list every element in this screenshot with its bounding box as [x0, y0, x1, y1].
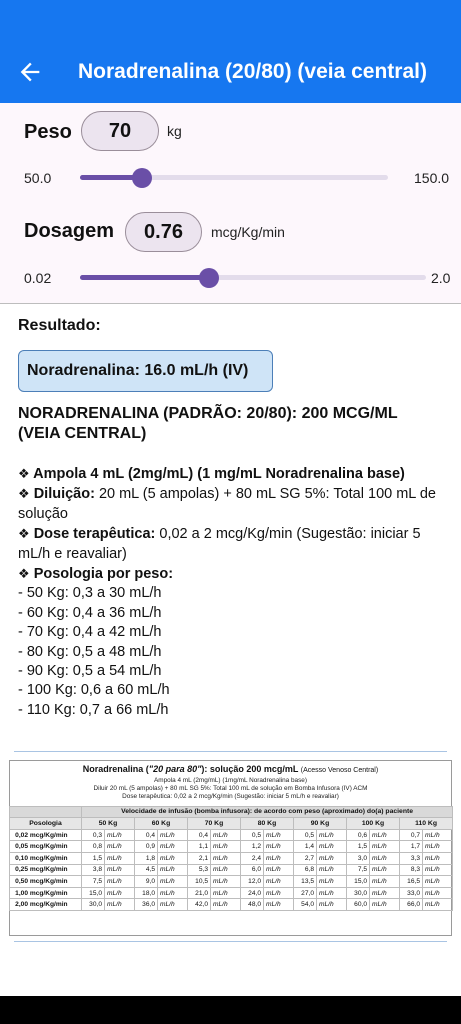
table-row	[10, 864, 453, 876]
table-row	[10, 876, 453, 888]
posologia-line	[18, 564, 438, 584]
table-title: Noradrenalina ("20 para 80"): solução 200 mcg/mL (Acesso Venoso Central)	[82, 764, 379, 774]
table-cell: mL/h	[423, 852, 453, 864]
dose-text: 0,02 a 2 mcg/Kg/min (Sugestão: iniciar 5 mL/h e reavaliar)	[18, 526, 421, 562]
table-cell: mL/h	[211, 864, 241, 876]
table-cell: mL/h	[423, 829, 453, 841]
table-cell: mL/h	[105, 899, 135, 911]
table-cell: mL/h	[317, 864, 347, 876]
table-cell: mL/h	[317, 841, 347, 853]
table-cell: 6,8	[294, 864, 317, 876]
peso-label: Peso	[24, 121, 72, 143]
list-item: - 60 Kg: 0,4 a 36 mL/h	[18, 604, 162, 621]
table-cell: 0,4	[135, 829, 158, 841]
table-cell: 3,8	[82, 864, 105, 876]
input-panel	[0, 103, 461, 303]
table-cell: 30,0	[347, 887, 370, 899]
table-cell: mL/h	[317, 876, 347, 888]
table-cell: mL/h	[105, 852, 135, 864]
table-cell: 33,0	[400, 887, 423, 899]
table-cell: mL/h	[211, 876, 241, 888]
result-panel	[0, 304, 461, 1024]
table-cell: 1,1	[188, 841, 211, 853]
table-cell: mL/h	[370, 899, 400, 911]
table-cell: 0,5	[294, 829, 317, 841]
list-item: - 100 Kg: 0,6 a 60 mL/h	[18, 682, 170, 699]
table-cell: mL/h	[370, 829, 400, 841]
table-cell: 1,5	[82, 852, 105, 864]
peso-input[interactable]: 70	[81, 111, 159, 151]
table-cell: 4,5	[135, 864, 158, 876]
drug-heading: NORADRENALINA (PADRÃO: 20/80): 200 MCG/ML (VEIA CENTRAL)	[18, 405, 398, 442]
ampola-text: Ampola 4 mL (2mg/mL) (1 mg/mL Noradrenalina base)	[33, 466, 405, 482]
table-cell: 13,5	[294, 876, 317, 888]
table-cell: mL/h	[211, 899, 241, 911]
table-cell: mL/h	[423, 876, 453, 888]
table-cell: 10,5	[188, 876, 211, 888]
table-subtitle-1: Ampola 4 mL (2mg/mL) (1mg/mL Noradrenalina base)	[154, 777, 307, 784]
diamond-icon: ❖	[18, 566, 30, 582]
table-cell: mL/h	[158, 841, 188, 853]
table-row	[10, 899, 453, 911]
table-cell: mL/h	[264, 841, 294, 853]
ampola-line	[18, 464, 438, 484]
table-cell: 3,3	[400, 852, 423, 864]
table-cell: 0,3	[82, 829, 105, 841]
table-cell: 48,0	[241, 899, 264, 911]
table-cell: 8,3	[400, 864, 423, 876]
drug-details	[18, 464, 438, 720]
result-value-box: Noradrenalina: 16.0 mL/h (IV)	[18, 350, 273, 392]
column-header: 110 Kg	[400, 818, 453, 830]
table-cell: mL/h	[317, 899, 347, 911]
peso-max: 150.0	[414, 170, 450, 186]
table-cell: 54,0	[294, 899, 317, 911]
table-subtitle-3: Dose terapêutica: 0,02 a 2 mcg/Kg/min (Sugestão: iniciar 5 mL/h e reavaliar)	[122, 793, 339, 801]
table-cell: mL/h	[158, 887, 188, 899]
table-cell: mL/h	[211, 852, 241, 864]
table-cell: mL/h	[264, 887, 294, 899]
dosagem-slider-thumb[interactable]	[199, 268, 219, 288]
list-item: - 70 Kg: 0,4 a 42 mL/h	[18, 624, 162, 641]
table-cell: 0,6	[347, 829, 370, 841]
table-cell: 15,0	[82, 887, 105, 899]
dosagem-unit: mcg/Kg/min	[211, 224, 285, 240]
diamond-icon: ❖	[18, 486, 30, 502]
list-item: - 110 Kg: 0,7 a 66 mL/h	[18, 701, 169, 718]
table-cell: 2,4	[241, 852, 264, 864]
column-header: Posologia	[10, 818, 82, 830]
table-row	[10, 852, 453, 864]
table-cell: 16,5	[400, 876, 423, 888]
table-cell: 7,5	[347, 864, 370, 876]
table-cell: mL/h	[105, 887, 135, 899]
page-title: Noradrenalina (20/80) (veia central)	[78, 60, 427, 83]
table-cell: mL/h	[370, 852, 400, 864]
table-cell: 15,0	[347, 876, 370, 888]
list-item: - 90 Kg: 0,5 a 54 mL/h	[18, 663, 162, 680]
table-cell: 1,00 mcg/Kg/min	[10, 887, 82, 899]
table-cell: mL/h	[423, 887, 453, 899]
table-cell: mL/h	[158, 864, 188, 876]
table-cell: mL/h	[423, 841, 453, 853]
table-cell: mL/h	[158, 876, 188, 888]
diluicao-label: Diluição:	[33, 486, 95, 503]
table-header-row	[10, 818, 453, 830]
column-header: 100 Kg	[347, 818, 400, 830]
table-cell: 42,0	[188, 899, 211, 911]
posologia-list	[18, 584, 438, 720]
system-nav-bar	[0, 996, 461, 1024]
column-header: 50 Kg	[82, 818, 135, 830]
table-cell: 18,0	[135, 887, 158, 899]
table-cell: 0,7	[400, 829, 423, 841]
column-header: 70 Kg	[188, 818, 241, 830]
table-cell: mL/h	[158, 899, 188, 911]
table-cell: 0,8	[82, 841, 105, 853]
table-row	[10, 829, 453, 841]
table-cell: mL/h	[370, 841, 400, 853]
table-cell: 0,50 mcg/Kg/min	[10, 876, 82, 888]
table-cell: mL/h	[370, 876, 400, 888]
table-header-bar	[10, 806, 453, 818]
posologia-label: Posologia por peso:	[33, 566, 174, 583]
table-cell: mL/h	[264, 876, 294, 888]
list-item: - 80 Kg: 0,5 a 48 mL/h	[18, 643, 162, 660]
table-cell: 1,4	[294, 841, 317, 853]
table-divider-bottom	[14, 941, 447, 942]
table-cell: 1,5	[347, 841, 370, 853]
peso-unit: kg	[167, 123, 182, 139]
table-cell: 7,5	[82, 876, 105, 888]
table-cell: mL/h	[423, 864, 453, 876]
peso-min: 50.0	[24, 170, 52, 186]
table-cell: 21,0	[188, 887, 211, 899]
result-label: Resultado:	[18, 317, 101, 334]
table-row	[10, 887, 453, 899]
arrow-back-icon[interactable]	[16, 58, 44, 86]
table-cell: mL/h	[105, 864, 135, 876]
table-cell: mL/h	[264, 829, 294, 841]
table-cell: 0,25 mcg/Kg/min	[10, 864, 82, 876]
table-cell: 0,9	[135, 841, 158, 853]
app-bar	[0, 0, 461, 103]
table-cell: 1,2	[241, 841, 264, 853]
table-cell: mL/h	[370, 887, 400, 899]
dosagem-max: 2.0	[431, 270, 451, 286]
dosagem-label: Dosagem	[24, 220, 115, 242]
table-cell: 9,0	[135, 876, 158, 888]
table-cell: 0,10 mcg/Kg/min	[10, 852, 82, 864]
dosagem-slider[interactable]	[80, 275, 426, 280]
table-cell: mL/h	[423, 899, 453, 911]
dosage-table	[9, 806, 453, 911]
table-cell: 1,8	[135, 852, 158, 864]
table-cell: mL/h	[105, 876, 135, 888]
table-cell: 60,0	[347, 899, 370, 911]
table-cell: 5,3	[188, 864, 211, 876]
table-cell: mL/h	[211, 841, 241, 853]
table-cell: 2,1	[188, 852, 211, 864]
dosagem-slider-fill	[80, 275, 209, 280]
table-cell: 1,7	[400, 841, 423, 853]
diluicao-line	[18, 484, 438, 524]
dosagem-input[interactable]: 0.76	[125, 212, 202, 252]
table-header-text: Velocidade de infusão (bomba infusora): de acordo com peso (aproximado) do(a) paciente	[82, 806, 453, 818]
table-cell: 30,0	[82, 899, 105, 911]
dose-line	[18, 524, 438, 564]
diamond-icon: ❖	[18, 526, 30, 542]
table-cell: 36,0	[135, 899, 158, 911]
table-cell: 24,0	[241, 887, 264, 899]
dosagem-min: 0.02	[24, 270, 52, 286]
table-cell: 3,0	[347, 852, 370, 864]
table-cell: mL/h	[370, 864, 400, 876]
list-item: - 50 Kg: 0,3 a 30 mL/h	[18, 585, 162, 602]
table-cell: 6,0	[241, 864, 264, 876]
table-cell: 12,0	[241, 876, 264, 888]
diluicao-text: 20 mL (5 ampolas) + 80 mL SG 5%: Total 100 mL de solução	[18, 486, 436, 522]
table-cell: 2,00 mcg/Kg/min	[10, 899, 82, 911]
table-cell: mL/h	[158, 829, 188, 841]
table-cell: 2,7	[294, 852, 317, 864]
column-header: 60 Kg	[135, 818, 188, 830]
table-cell: mL/h	[158, 852, 188, 864]
peso-slider[interactable]	[80, 175, 388, 180]
table-cell: mL/h	[317, 887, 347, 899]
table-cell: 0,4	[188, 829, 211, 841]
peso-slider-thumb[interactable]	[132, 168, 152, 188]
dose-label: Dose terapêutica:	[33, 526, 156, 543]
table-row	[10, 841, 453, 853]
column-header: 90 Kg	[294, 818, 347, 830]
table-cell: 27,0	[294, 887, 317, 899]
dosage-table-image	[9, 760, 452, 936]
table-cell: mL/h	[105, 841, 135, 853]
table-cell: mL/h	[264, 852, 294, 864]
table-cell: mL/h	[264, 899, 294, 911]
table-cell: 0,02 mcg/Kg/min	[10, 829, 82, 841]
table-cell: mL/h	[317, 829, 347, 841]
table-subtitle-2: Diluir 20 mL (5 ampolas) + 80 mL SG 5%: Total 100 mL de solução em Bomba Infusora (IV) ACM	[93, 785, 368, 793]
table-cell: mL/h	[105, 829, 135, 841]
diamond-icon: ❖	[18, 466, 30, 481]
table-cell: mL/h	[317, 852, 347, 864]
table-cell: mL/h	[211, 887, 241, 899]
table-cell: mL/h	[211, 829, 241, 841]
table-cell: 66,0	[400, 899, 423, 911]
table-cell: 0,05 mcg/Kg/min	[10, 841, 82, 853]
table-divider-top	[14, 751, 447, 752]
table-cell: mL/h	[264, 864, 294, 876]
column-header: 80 Kg	[241, 818, 294, 830]
table-cell: 0,5	[241, 829, 264, 841]
